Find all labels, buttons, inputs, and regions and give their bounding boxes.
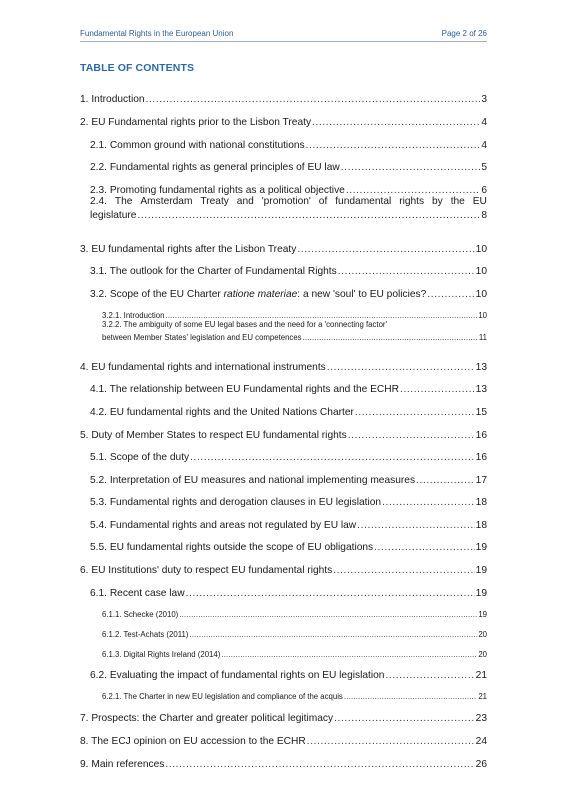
dot-leader: [303, 333, 478, 342]
toc-entry-page: 21: [475, 670, 487, 681]
toc-entry-text: 4.1. The relationship between EU Fundamental rights and the ECHR: [90, 384, 400, 395]
word: 'promotion': [261, 195, 311, 207]
word: of: [318, 195, 328, 207]
word: the: [450, 195, 465, 207]
toc-entry-page: 20: [478, 629, 487, 639]
toc-entry-text: 6.1.3. Digital Rights Ireland (2014): [102, 649, 221, 659]
dot-leader: [165, 311, 477, 320]
dot-leader: [346, 185, 481, 196]
toc-entry-3-2-1[interactable]: [80, 300, 487, 320]
toc-entry-3-2[interactable]: [80, 277, 487, 300]
toc-entry-2-2[interactable]: [80, 151, 487, 174]
dot-leader: [374, 542, 475, 553]
dot-leader: [382, 497, 475, 508]
toc-entry-text: 5. Duty of Member States to respect EU fundamental rights: [80, 429, 347, 441]
toc-entry-2-1[interactable]: [80, 128, 487, 151]
toc-entry-6-2-1[interactable]: [80, 681, 487, 701]
toc-entry-text: 6.2. Evaluating the impact of fundamental rights on EU legislation: [90, 670, 385, 681]
toc-entry-page: 6: [481, 184, 487, 196]
toc-entry-6-1[interactable]: [80, 576, 487, 599]
toc-entry-page: 5: [481, 162, 487, 173]
toc-entry-page: 23: [475, 713, 487, 724]
header-page-number: Page 2 of 26: [441, 29, 487, 38]
toc-entry-text: 3.2.1. Introduction: [102, 310, 165, 320]
toc-entry-page: 16: [475, 429, 487, 441]
toc-entry-text: 6.1.2. Test-Achats (2011): [102, 629, 189, 639]
word: and: [236, 195, 254, 207]
toc-entry-page: 4: [481, 117, 487, 128]
toc-entry-text: 5.4. Fundamental rights and areas not regulated by EU law: [90, 519, 357, 531]
word: The: [114, 195, 133, 207]
toc-entry-7[interactable]: [80, 701, 487, 724]
dot-leader: [189, 630, 477, 639]
toc-entry-9[interactable]: [80, 747, 487, 770]
word: Treaty: [200, 195, 229, 207]
dot-leader: [165, 759, 474, 770]
dot-leader: [179, 610, 477, 619]
toc-entry-3-1[interactable]: [80, 255, 487, 278]
toc-entry-text: [90, 289, 426, 300]
dot-leader: [327, 362, 475, 373]
toc-entry-text: 2.1. Common ground with national constitutions: [90, 139, 305, 151]
dot-leader: [186, 588, 475, 599]
toc-entry-6[interactable]: [80, 553, 487, 576]
toc-entry-page: 19: [475, 542, 487, 553]
word: 2.4.: [90, 195, 107, 207]
toc-entry-text: 5.2. Interpretation of EU measures and national implementing measures: [90, 474, 416, 486]
header-title: Fundamental Rights in the European Union: [80, 29, 234, 38]
dot-leader: [385, 670, 474, 681]
dot-leader: [427, 289, 474, 300]
toc-entry-text-line1: [90, 196, 487, 207]
toc-entry-page: 3: [481, 94, 487, 105]
toc-entry-text: 4. EU fundamental rights and international instruments: [80, 361, 326, 373]
toc-heading: TABLE OF CONTENTS: [80, 62, 195, 74]
dot-leader: [348, 430, 475, 441]
toc-entry-2-3[interactable]: [80, 173, 487, 196]
dot-leader: [344, 692, 477, 701]
toc-entry-8[interactable]: [80, 724, 487, 747]
dot-leader: [307, 736, 475, 747]
toc-entry-page: 8: [481, 209, 487, 221]
word: fundamental: [335, 195, 392, 207]
toc-entry-page: 21: [478, 692, 487, 701]
running-header: [80, 28, 487, 42]
dot-leader: [297, 244, 474, 255]
dot-leader: [333, 565, 474, 576]
dot-leader: [221, 650, 477, 659]
toc-entry-3[interactable]: [80, 232, 487, 255]
toc-entry-5-4[interactable]: [80, 508, 487, 531]
toc-entry-2-4[interactable]: [80, 196, 487, 232]
toc-entry-text: 3.1. The outlook for the Charter of Fundamental Rights: [90, 266, 337, 277]
toc-entry-text-line2: [102, 333, 487, 342]
toc-entry-text: 3. EU fundamental rights after the Lisbon Treaty: [80, 243, 297, 255]
toc-entry-text: 6. EU Institutions' duty to respect EU fundamental rights: [80, 565, 333, 576]
toc-entry-text: 4.2. EU fundamental rights and the United Nations Charter: [90, 406, 354, 418]
toc-entry-text: between Member States' legislation and EU competences: [102, 332, 302, 342]
toc-entry-1[interactable]: [80, 82, 487, 105]
dot-leader: [306, 140, 481, 151]
toc-entry-page: 10: [475, 266, 487, 277]
dot-leader: [416, 475, 475, 486]
toc-entry-3-2-2[interactable]: [80, 320, 487, 350]
toc-entry-text: 6.2.1. The Charter in new EU legislation and compliance of the acquis: [102, 692, 343, 701]
toc-entry-text: 6.1. Recent case law: [90, 587, 185, 599]
toc-entry-text: 2.3. Promoting fundamental rights as a political objective: [90, 184, 345, 196]
toc-entry-page: 10: [475, 288, 487, 300]
toc-entry-page: 19: [478, 609, 487, 619]
toc-entry-page: 10: [478, 310, 487, 320]
toc-entry-page: 13: [475, 361, 487, 373]
word: Amsterdam: [140, 195, 193, 207]
toc-entry-text-line2: [90, 210, 487, 221]
dot-leader: [355, 407, 475, 418]
toc-entry-text: 5.5. EU fundamental rights outside the scope of EU obligations: [90, 542, 374, 553]
table-of-contents: [80, 82, 487, 770]
toc-entry-page: 4: [481, 139, 487, 151]
toc-entry-text: 5.3. Fundamental rights and derogation clauses in EU legislation: [90, 497, 382, 508]
toc-entry-text: 8. The ECJ opinion on EU accession to the ECHR: [80, 736, 306, 747]
toc-entry-6-1-2[interactable]: [80, 619, 487, 639]
toc-entry-text: 2. EU Fundamental rights prior to the Lisbon Treaty: [80, 117, 312, 128]
word: by: [432, 195, 443, 207]
toc-entry-6-1-3[interactable]: [80, 639, 487, 659]
word: EU: [472, 195, 487, 207]
toc-entry-6-2[interactable]: [80, 659, 487, 682]
dot-leader: [137, 210, 480, 221]
toc-entry-page: 18: [475, 497, 487, 508]
toc-entry-text: 9. Main references: [80, 759, 165, 770]
dot-leader: [312, 117, 480, 128]
dot-leader: [400, 384, 475, 395]
toc-entry-text: 5.1. Scope of the duty: [90, 452, 190, 463]
toc-entry-page: 19: [475, 565, 487, 576]
toc-entry-page: 15: [475, 406, 487, 418]
toc-entry-page: 13: [475, 384, 487, 395]
dot-leader: [190, 452, 475, 463]
toc-entry-5-3[interactable]: [80, 486, 487, 509]
toc-entry-4-1[interactable]: [80, 373, 487, 396]
toc-entry-page: 26: [475, 759, 487, 770]
toc-entry-page: 16: [475, 452, 487, 463]
toc-entry-2[interactable]: [80, 105, 487, 128]
toc-entry-5[interactable]: [80, 418, 487, 441]
toc-entry-page: 17: [475, 474, 487, 486]
toc-entry-text: 1. Introduction: [80, 94, 145, 105]
dot-leader: [146, 94, 481, 105]
toc-entry-text: 6.1.1. Schecke (2010): [102, 609, 179, 619]
text-part: : a new 'soul' to EU policies?: [297, 288, 427, 300]
toc-entry-4[interactable]: [80, 350, 487, 373]
text-emphasis: ratione materiae: [223, 288, 298, 300]
toc-entry-text-line1: 3.2.2. The ambiguity of some EU legal bases and the need for a 'connecting factor': [102, 319, 387, 329]
toc-entry-page: 20: [478, 649, 487, 659]
toc-entry-page: 18: [475, 519, 487, 531]
toc-entry-5-5[interactable]: [80, 531, 487, 554]
toc-entry-6-1-1[interactable]: [80, 599, 487, 619]
dot-leader: [334, 713, 475, 724]
word: rights: [399, 195, 425, 207]
toc-entry-5-2[interactable]: [80, 463, 487, 486]
text-part: 3.2. Scope of the EU Charter: [90, 288, 224, 300]
toc-entry-text: legislature: [90, 209, 137, 221]
toc-entry-4-2[interactable]: [80, 395, 487, 418]
toc-entry-page: 11: [478, 332, 487, 342]
dot-leader: [341, 162, 481, 173]
toc-entry-text: 7. Prospects: the Charter and greater political legitimacy: [80, 713, 334, 724]
dot-leader: [357, 520, 474, 531]
toc-entry-text: 2.2. Fundamental rights as general principles of EU law: [90, 162, 340, 173]
toc-entry-page: 24: [475, 736, 487, 747]
toc-entry-page: 19: [475, 587, 487, 599]
dot-leader: [338, 266, 475, 277]
toc-entry-page: 10: [475, 243, 487, 255]
toc-entry-5-1[interactable]: [80, 441, 487, 464]
